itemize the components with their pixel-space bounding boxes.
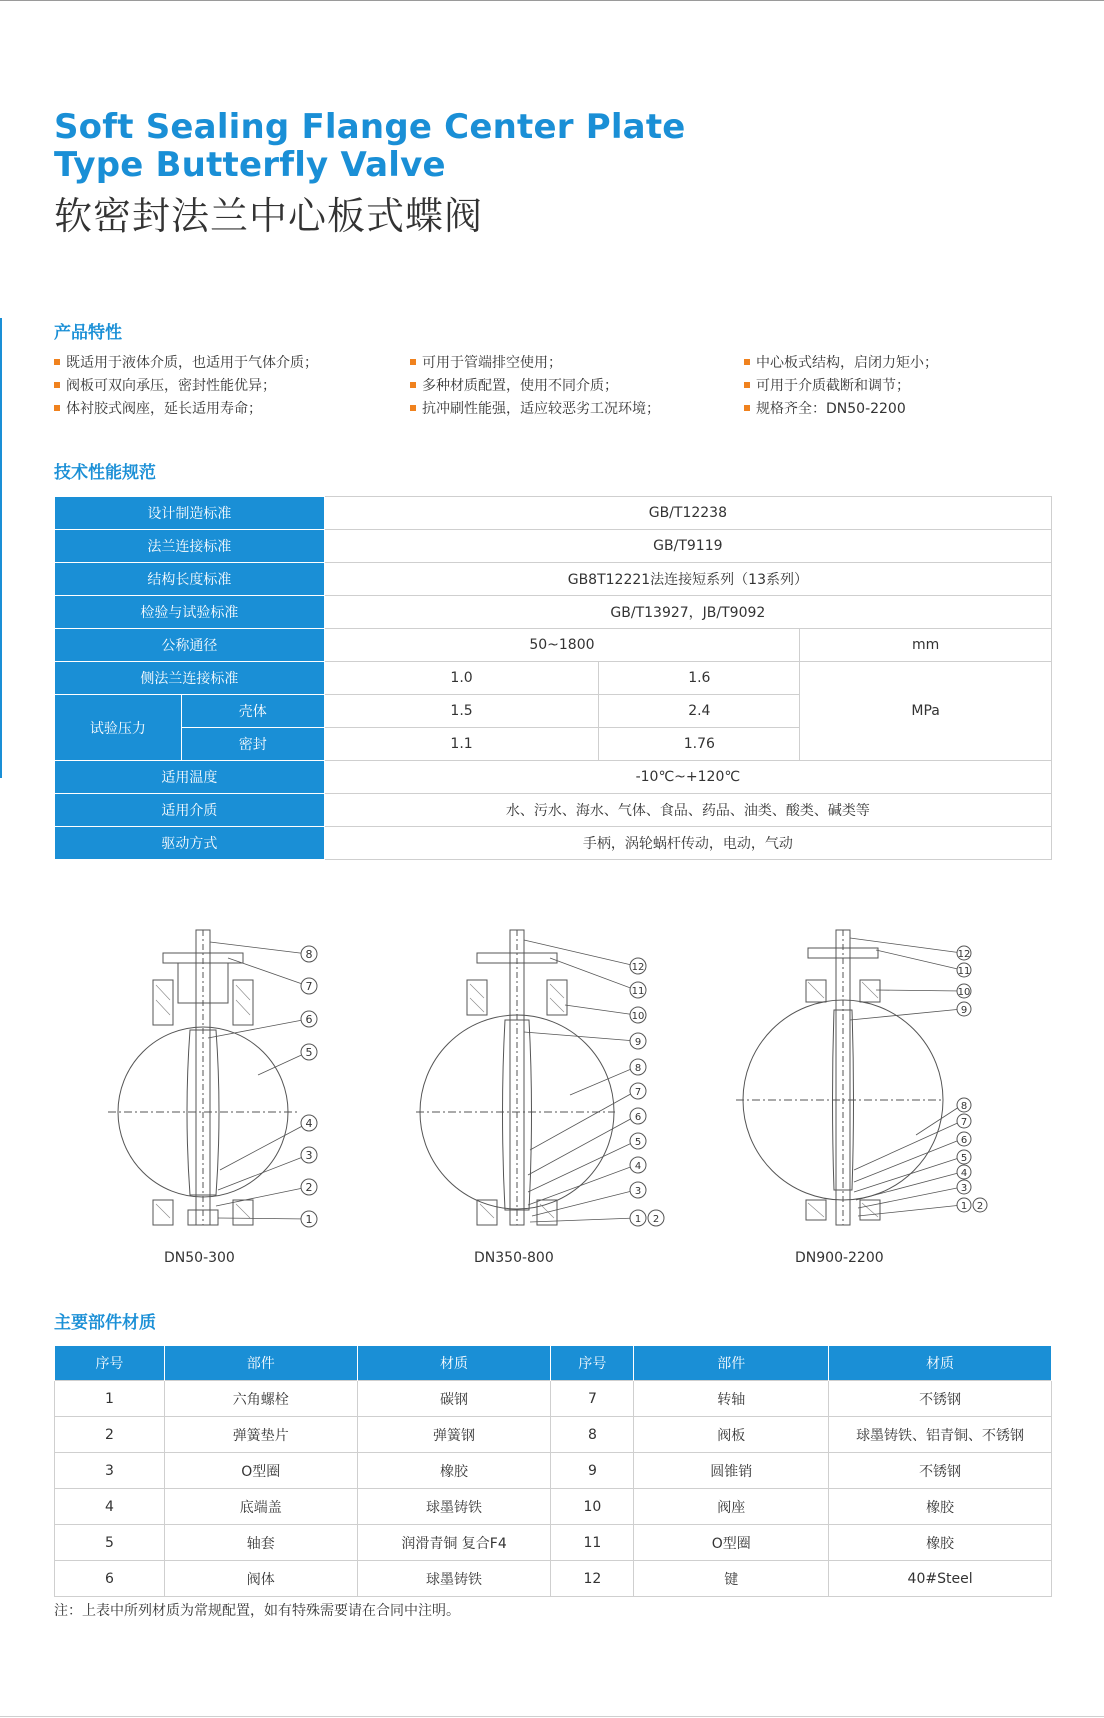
callout-label: 1 (960, 1201, 968, 1212)
callout-label: 1 (634, 1214, 642, 1225)
table-cell: 40#Steel (829, 1561, 1052, 1597)
left-accent-bar (0, 318, 2, 778)
table-row (55, 629, 1052, 662)
spec-label: 侧法兰连接标准 (55, 662, 325, 695)
callout-label: 3 (960, 1183, 968, 1194)
spec-label: 适用温度 (55, 761, 325, 794)
callout-label: 9 (634, 1037, 642, 1048)
spec-label: 公称通径 (55, 629, 325, 662)
table-cell: 11 (551, 1525, 634, 1561)
feature-item: 可用于管端排空使用； (410, 352, 562, 372)
callout-label: 2 (305, 1181, 313, 1194)
table-row (55, 794, 1052, 827)
table-cell: 球墨铸铁 (357, 1561, 551, 1597)
table-cell: 7 (551, 1381, 634, 1417)
callout-label: 6 (634, 1112, 642, 1123)
spec-label: 设计制造标准 (55, 497, 325, 530)
feature-item: 规格齐全：DN50-2200 (744, 398, 906, 418)
spec-value: 1.1 (324, 728, 599, 761)
feature-item: 中心板式结构，启闭力矩小； (744, 352, 938, 372)
spec-value: -10℃~+120℃ (324, 761, 1051, 794)
parts-table (54, 1346, 1052, 1597)
bullet-icon (54, 359, 60, 365)
column-header: 材质 (357, 1346, 551, 1381)
valve-drawing-dn50-300 (108, 920, 338, 1240)
table-cell: 3 (55, 1453, 165, 1489)
title-english (54, 108, 686, 184)
table-cell: 橡胶 (357, 1453, 551, 1489)
valve-drawing-dn350-800 (410, 920, 680, 1240)
column-header: 部件 (634, 1346, 829, 1381)
callout-label: 7 (634, 1087, 642, 1098)
features-title: 产品特性 (54, 323, 122, 343)
table-cell: 阀体 (164, 1561, 357, 1597)
table-row (55, 827, 1052, 860)
spec-value: 2.4 (599, 695, 800, 728)
caption-dn350-800: DN350-800 (474, 1250, 554, 1266)
callout-label: 4 (634, 1161, 642, 1172)
table-row (55, 761, 1052, 794)
table-cell: 9 (551, 1453, 634, 1489)
parts-title: 主要部件材质 (54, 1313, 156, 1333)
table-cell: 球墨铸铁 (357, 1489, 551, 1525)
table-cell: 碳钢 (357, 1381, 551, 1417)
callout-label: 3 (305, 1149, 313, 1162)
feature-item: 可用于介质截断和调节； (744, 375, 910, 395)
title-en-line2: Type Butterfly Valve (54, 145, 446, 185)
feature-item: 多种材质配置，使用不同介质； (410, 375, 618, 395)
table-cell: 1 (55, 1381, 165, 1417)
feature-item: 体衬胶式阀座，延长适用寿命； (54, 398, 262, 418)
column-header: 材质 (829, 1346, 1052, 1381)
callout-label: 7 (305, 980, 313, 993)
bullet-icon (744, 405, 750, 411)
spec-value: GB/T12238 (324, 497, 1051, 530)
callout-label: 8 (305, 948, 313, 961)
callout-label: 4 (305, 1117, 313, 1130)
table-cell: 4 (55, 1489, 165, 1525)
spec-label: 结构长度标准 (55, 563, 325, 596)
bullet-icon (54, 405, 60, 411)
table-row (55, 1453, 1052, 1489)
bullet-icon (410, 405, 416, 411)
spec-unit: mm (800, 629, 1052, 662)
feature-item: 阀板可双向承压，密封性能优异； (54, 375, 276, 395)
callout-label: 6 (960, 1135, 968, 1146)
spec-label: 试验压力 (55, 695, 182, 761)
spec-value: 1.6 (599, 662, 800, 695)
caption-dn50-300: DN50-300 (164, 1250, 235, 1266)
table-cell: 橡胶 (829, 1525, 1052, 1561)
table-cell: 不锈钢 (829, 1381, 1052, 1417)
spec-value: 水、污水、海水、气体、食品、药品、油类、酸类、碱类等 (324, 794, 1051, 827)
spec-label: 检验与试验标准 (55, 596, 325, 629)
column-header: 序号 (55, 1346, 165, 1381)
callout-label: 9 (960, 1005, 968, 1016)
callout-label: 7 (960, 1117, 968, 1128)
callout-label: 12 (631, 962, 645, 973)
bullet-icon (744, 359, 750, 365)
callout-label: 4 (960, 1168, 968, 1179)
callout-label: 3 (634, 1186, 642, 1197)
callout-label: 10 (631, 1011, 645, 1022)
spec-title: 技术性能规范 (54, 463, 156, 483)
bottom-rule (0, 1716, 1104, 1717)
table-header-row (55, 1346, 1052, 1381)
valve-drawing-dn900-2200 (736, 920, 1006, 1240)
table-cell: 8 (551, 1417, 634, 1453)
title-en-line1: Soft Sealing Flange Center Plate (54, 107, 686, 147)
table-row (55, 1489, 1052, 1525)
title-chinese: 软密封法兰中心板式蝶阀 (54, 194, 484, 238)
callout-label: 8 (960, 1101, 968, 1112)
table-cell: 六角螺栓 (164, 1381, 357, 1417)
spec-sublabel: 密封 (181, 728, 324, 761)
spec-label: 法兰连接标准 (55, 530, 325, 563)
table-row (55, 563, 1052, 596)
callout-label: 5 (634, 1137, 642, 1148)
table-cell: 弹簧钢 (357, 1417, 551, 1453)
callout-label: 5 (960, 1153, 968, 1164)
spec-unit: MPa (800, 662, 1052, 761)
spec-sublabel: 壳体 (181, 695, 324, 728)
spec-value: GB/T9119 (324, 530, 1051, 563)
table-cell: 底端盖 (164, 1489, 357, 1525)
table-row (55, 1561, 1052, 1597)
callout-label: 8 (634, 1063, 642, 1074)
table-cell: 6 (55, 1561, 165, 1597)
spec-table (54, 496, 1052, 860)
table-cell: 弹簧垫片 (164, 1417, 357, 1453)
top-rule (0, 0, 1104, 1)
spec-label: 驱动方式 (55, 827, 325, 860)
table-cell: 12 (551, 1561, 634, 1597)
table-cell: 圆锥销 (634, 1453, 829, 1489)
table-cell: O型圈 (164, 1453, 357, 1489)
callout-label: 11 (957, 966, 971, 977)
table-cell: 转轴 (634, 1381, 829, 1417)
table-row (55, 497, 1052, 530)
table-cell: 键 (634, 1561, 829, 1597)
table-cell: 2 (55, 1417, 165, 1453)
caption-dn900-2200: DN900-2200 (795, 1250, 884, 1266)
column-header: 部件 (164, 1346, 357, 1381)
table-row (55, 1381, 1052, 1417)
callout-label: 11 (631, 986, 645, 997)
feature-item: 抗冲刷性能强，适应较恶劣工况环境； (410, 398, 660, 418)
table-cell: 阀板 (634, 1417, 829, 1453)
spec-value: 50~1800 (324, 629, 800, 662)
spec-value: GB8T12221法连接短系列（13系列） (324, 563, 1051, 596)
bullet-icon (744, 382, 750, 388)
table-cell: 10 (551, 1489, 634, 1525)
spec-value: 1.5 (324, 695, 599, 728)
feature-item: 既适用于液体介质，也适用于气体介质； (54, 352, 318, 372)
callout-label: 1 (305, 1213, 313, 1226)
table-row (55, 1417, 1052, 1453)
table-row (55, 596, 1052, 629)
table-cell: 5 (55, 1525, 165, 1561)
bullet-icon (54, 382, 60, 388)
callout-label: 10 (957, 987, 971, 998)
callout-label: 5 (305, 1046, 313, 1059)
bullet-icon (410, 359, 416, 365)
table-cell: 阀座 (634, 1489, 829, 1525)
callout-label: 6 (305, 1013, 313, 1026)
table-row (55, 1525, 1052, 1561)
table-row (55, 530, 1052, 563)
table-cell: 润滑青铜 复合F4 (357, 1525, 551, 1561)
column-header: 序号 (551, 1346, 634, 1381)
table-cell: O型圈 (634, 1525, 829, 1561)
spec-value: GB/T13927，JB/T9092 (324, 596, 1051, 629)
table-cell: 球墨铸铁、铝青铜、不锈钢 (829, 1417, 1052, 1453)
spec-label: 适用介质 (55, 794, 325, 827)
spec-value: 1.76 (599, 728, 800, 761)
callout-label: 2 (976, 1201, 984, 1212)
spec-value: 1.0 (324, 662, 599, 695)
table-cell: 轴套 (164, 1525, 357, 1561)
table-row (55, 662, 1052, 695)
table-cell: 不锈钢 (829, 1453, 1052, 1489)
table-cell: 橡胶 (829, 1489, 1052, 1525)
callout-label: 12 (957, 949, 971, 960)
footnote: 注：上表中所列材质为常规配置，如有特殊需要请在合同中注明。 (54, 1603, 460, 1619)
bullet-icon (410, 382, 416, 388)
spec-value: 手柄，涡轮蜗杆传动，电动，气动 (324, 827, 1051, 860)
callout-label: 2 (652, 1214, 660, 1225)
